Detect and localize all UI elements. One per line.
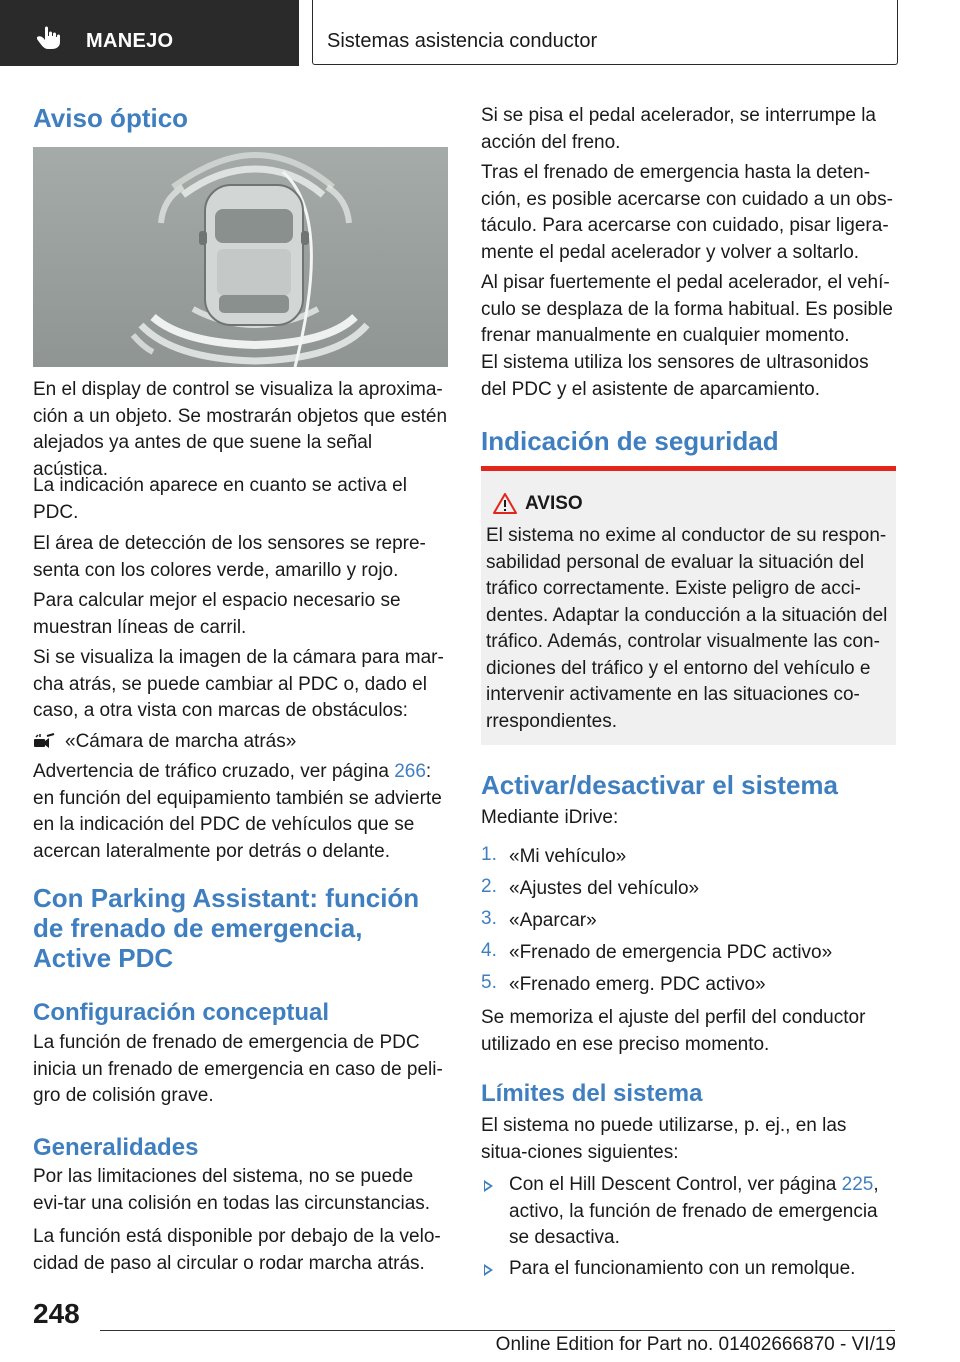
paragraph-cross-traffic <box>33 759 448 865</box>
camera-option-label: «Cámara de marcha atrás» <box>65 731 297 752</box>
paragraph: En el display de control se visualiza la aproxima-ción a un objeto. Se mostrarán objetos que estén alejados ya antes de que suene la señal acústica. <box>33 379 448 480</box>
list-number: 4. <box>481 940 497 961</box>
paragraph: El área de detección de los sensores se repre-senta con los colores verde, amarillo y rojo. <box>33 533 426 581</box>
warning-box <box>481 471 896 745</box>
paragraph: Por las limitaciones del sistema, no se puede evi-tar una colisión en todas las circunstancias. <box>33 1166 431 1214</box>
list-number: 2. <box>481 876 497 897</box>
paragraph: El sistema no puede utilizarse, p. ej., en las situa-ciones siguientes: <box>481 1115 847 1163</box>
text: , activo, la función de frenado de emergencia se desactiva. <box>509 1174 879 1248</box>
heading-indicacion-seguridad: Indicación de seguridad <box>481 426 779 456</box>
list-text: Para el funcionamiento con un remolque. <box>509 1258 856 1279</box>
list-text: «Ajustes del vehículo» <box>509 878 700 899</box>
list-text: «Aparcar» <box>509 910 597 931</box>
list-text: «Mi vehículo» <box>509 846 627 867</box>
list-number: 5. <box>481 972 497 993</box>
list-text: «Frenado de emergencia PDC activo» <box>509 942 833 963</box>
warning-text: El sistema no exime al conductor de su respon-sabilidad personal de evaluar la situación del tráfico correctamente. Existe peligro de acci-dentes. Adaptar la conducción a la situación del tráfico. Además, controlar visualmente las con-diciones del tráfico y el entorno del vehículo e intervenir activamente en las situaciones co-rrespondientes. <box>486 525 888 732</box>
paragraph: Si se visualiza la imagen de la cámara para mar-cha atrás, se puede cambiar al PDC o, dado el caso, a otra vista con marcas de obstáculos: <box>33 647 444 721</box>
list-number: 3. <box>481 908 497 929</box>
paragraph: Se memoriza el ajuste del perfil del conductor utilizado en ese preciso momento. <box>481 1007 866 1055</box>
paragraph: Al pisar fuertemente el pedal acelerador, el vehí-culo se desplaza de la forma habitual. Es posible frenar manualmente en cualquier momento. <box>481 272 893 346</box>
pdc-display-image <box>33 147 448 367</box>
paragraph: La función está disponible por debajo de la velo-cidad de paso al circular o rodar marcha atrás. <box>33 1226 441 1274</box>
list-text: «Frenado emerg. PDC activo» <box>509 974 766 995</box>
text: : en función del equipamiento también se advierte en la indicación del PDC de vehículos que se acercan lateralmente por detrás o delante. <box>33 761 442 862</box>
heading-line: Active PDC <box>33 943 174 973</box>
paragraph: Para calcular mejor el espacio necesario se muestran líneas de carril. <box>33 590 401 638</box>
footer-divider <box>100 1330 895 1331</box>
rear-camera-icon <box>33 733 55 751</box>
heading-line: de frenado de emergencia, <box>33 913 363 943</box>
heading-limites: Límites del sistema <box>481 1080 703 1107</box>
list-text <box>509 1172 896 1252</box>
pdc-car-illustration <box>33 147 448 367</box>
paragraph: La indicación aparece en cuanto se activa el PDC. <box>33 475 407 523</box>
list-number: 1. <box>481 844 497 865</box>
chapter-title: Sistemas asistencia conductor <box>327 30 598 52</box>
paragraph: Mediante iDrive: <box>481 807 619 828</box>
paragraph: Tras el frenado de emergencia hasta la deten-ción, es posible acercarse con cuidado a un obs-táculo. Para acercarse con cuidado, pisar ligera-mente el pedal acelerador y volver a soltarlo. <box>481 162 893 263</box>
heading-line: Con Parking Assistant: función <box>33 883 420 913</box>
page-number: 248 <box>33 1298 80 1329</box>
heading-aviso-optico: Aviso óptico <box>33 103 189 133</box>
page-link-266[interactable]: 266 <box>394 761 426 782</box>
page-link-225[interactable]: 225 <box>841 1174 874 1195</box>
heading-configuracion: Configuración conceptual <box>33 999 330 1026</box>
warning-title: AVISO <box>525 493 583 514</box>
text: Con el Hill Descent Control, ver página <box>509 1174 842 1195</box>
page-header <box>0 0 960 66</box>
chapter-tab <box>312 0 898 65</box>
bullet-triangle-icon <box>484 1180 493 1192</box>
heading-activar-desactivar: Activar/desactivar el sistema <box>481 770 838 800</box>
edition-note: Online Edition for Part no. 01402666870 - VI/19 <box>495 1334 896 1355</box>
camera-option <box>33 729 448 755</box>
warning-triangle-icon <box>493 492 517 514</box>
text: Advertencia de tráfico cruzado, ver página <box>33 761 395 782</box>
section-title: MANEJO <box>86 30 174 52</box>
bullet-triangle-icon <box>484 1264 493 1276</box>
paragraph: El sistema utiliza los sensores de ultrasonidos del PDC y el asistente de aparcamiento. <box>481 352 869 400</box>
steering-hand-icon <box>34 24 64 50</box>
paragraph: Si se pisa el pedal acelerador, se interrumpe la acción del freno. <box>481 105 877 153</box>
section-tab <box>0 0 299 66</box>
heading-generalidades: Generalidades <box>33 1134 199 1161</box>
heading-parking-assistant <box>33 883 448 973</box>
paragraph: La función de frenado de emergencia de PDC inicia un frenado de emergencia en caso de peli-gro de colisión grave. <box>33 1032 443 1106</box>
